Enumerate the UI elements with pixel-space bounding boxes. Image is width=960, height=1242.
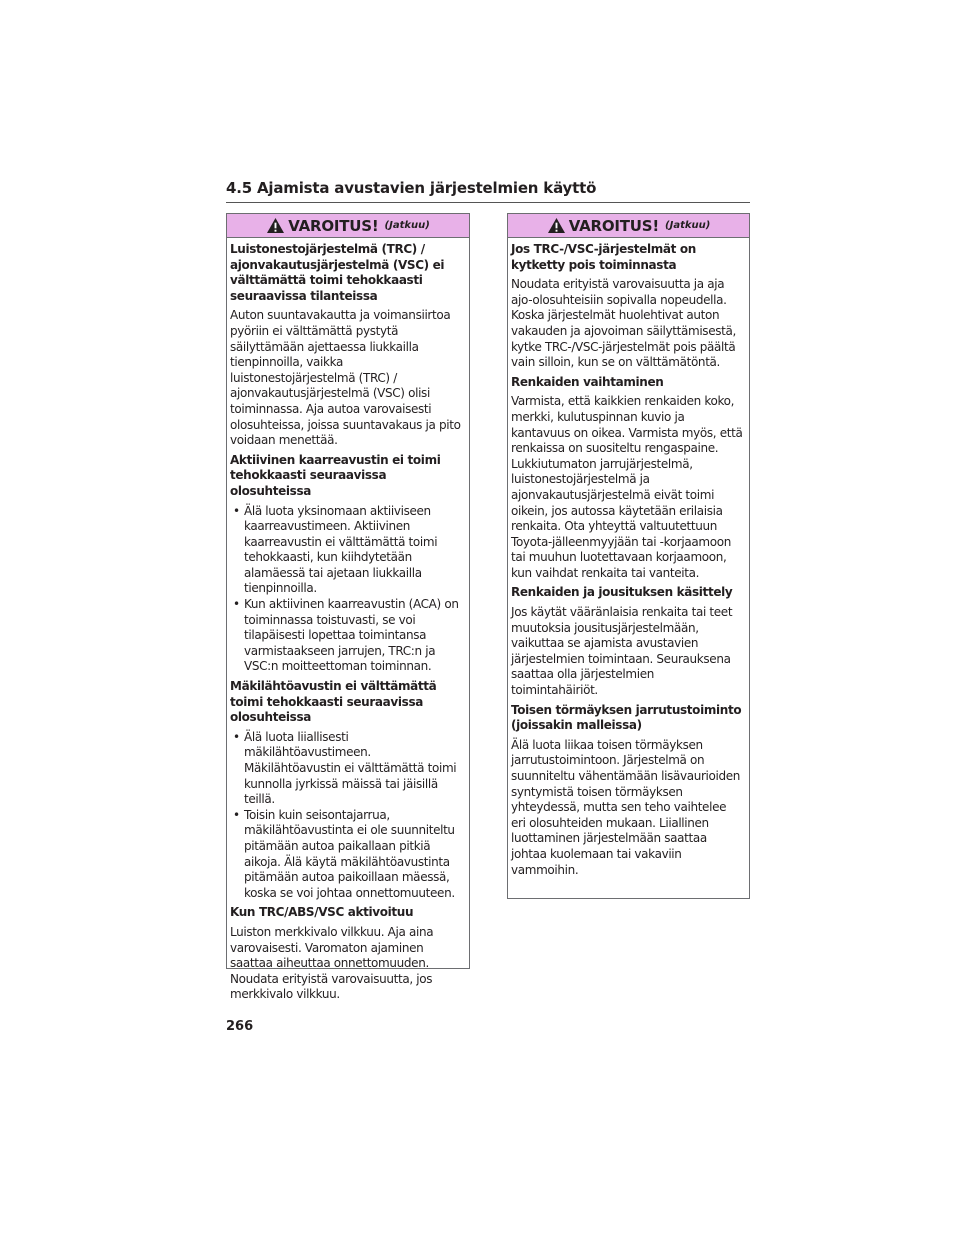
section-heading: Renkaiden vaihtaminen bbox=[511, 374, 664, 389]
page-header: 4.5 Ajamista avustavien järjestelmien käyttö bbox=[226, 179, 750, 203]
section-text: Luiston merkkivalo vilkkuu. Aja aina varovaisesti. Varomaton ajaminen saattaa aiheuttaa onnettomuuden. Noudata erityistä varovaisuutta, jos merkkivalo vilkkuu. bbox=[230, 924, 434, 1002]
warning-body bbox=[227, 238, 469, 1003]
section-heading: Mäkilähtöavustin ei välttämättä toimi tehokkaasti seuraavissa olosuhteissa bbox=[230, 679, 437, 725]
warning-header bbox=[508, 214, 749, 238]
section-heading: Aktiivinen kaarreavustin ei toimi tehokkaasti seuraavissa olosuhteissa bbox=[230, 452, 441, 498]
warning-box-right bbox=[507, 213, 750, 899]
bullet-list bbox=[230, 730, 464, 902]
list-item: • Älä luota yksinomaan aktiiviseen kaarreavustimeen. Aktiivinen kaarreavustin ei välttämättä toimi tehokkaasti, kun kiihdytetään alamäessä tai ajetaan liukkailla tienpinnoilla. bbox=[230, 504, 464, 598]
section-text: Noudata erityistä varovaisuutta ja aja ajo-olosuhteisiin sopivalla nopeudella. Koska järjestelmät huolehtivat auton vakauden ja ajovoiman säilyttämisestä, kytke TRC-/VSC-järjestelmät pois päältä vain silloin, kun se on välttämätöntä. bbox=[511, 277, 736, 370]
section-heading: Renkaiden ja jousituksen käsittely bbox=[511, 585, 733, 600]
section-text: Auton suuntavakautta ja voimansiirtoa pyöriin ei välttämättä pystytä säilyttämään ajettaessa liukkailla tienpinnoilla, vaikka luistonestojärjestelmä (TRC) / ajonvakautusjärjestelmä (VSC) olisi toiminnassa. Aja autoa varovaisesti olosuhteissa, joissa suuntavakaus ja pito voidaan menettää. bbox=[230, 308, 461, 448]
section-heading: Jos TRC-/VSC-järjestelmät on kytketty pois toiminnasta bbox=[511, 242, 696, 272]
section-heading: Kun TRC/ABS/VSC aktivoituu bbox=[230, 905, 414, 920]
warning-triangle-icon bbox=[266, 217, 285, 234]
list-item: • Älä luota liiallisesti mäkilähtöavustimeen. Mäkilähtöavustin ei välttämättä toimi kunnolla jyrkissä mäissä tai jäisillä teillä. bbox=[230, 730, 464, 808]
continued-label: (Jatkuu) bbox=[665, 220, 711, 231]
list-item: • Toisin kuin seisontajarrua, mäkilähtöavustinta ei ole suunniteltu pitämään autoa paikallaan pitkiä aikoja. Älä käytä mäkilähtöavustinta pitämään autoa paikoillaan mäessä, koska se voi johtaa onnettomuuteen. bbox=[230, 808, 464, 902]
section-text: Varmista, että kaikkien renkaiden koko, merkki, kulutuspinnan kuvio ja kantavuus on oikea. Varmista myös, että renkaissa on suositeltu rengaspaine. Lukkiutumaton jarrujärjestelmä, luistonestojärjestelmä ja ajonvakautusjärjestelmä eivät toimi oikein, jos autossa käytetään erilaisia renkaita. Ota yhteyttä valtuutettuun Toyota-jälleenmyyjään tai -korjaamoon tai muuhun luotettavaan korjaamoon, kun vaihdat renkaita tai vanteita. bbox=[511, 394, 743, 580]
section-text: Älä luota liikaa toisen törmäyksen jarrutustoimintoon. Järjestelmä on suunniteltu vähentämään lisävaurioiden syntymistä toisen törmäyksen yhteydessä, mutta sen teho vaihtelee eri olosuhteiden mukaan. Liiallinen luottaminen järjestelmään saattaa johtaa kuolemaan tai vakaviin vammoihin. bbox=[511, 737, 741, 877]
section-heading: Toisen törmäyksen jarrutustoiminto (joissakin malleissa) bbox=[511, 702, 742, 733]
list-item: • Kun aktiivinen kaarreavustin (ACA) on toiminnassa toistuvasti, se voi tilapäisesti lopettaa toimintansa varmistaakseen jarrujen, TRC:n ja VSC:n moitteettoman toiminnan. bbox=[230, 597, 464, 675]
section-text: Jos käytät vääränlaisia renkaita tai teet muutoksia jousitusjärjestelmään, vaikuttaa se ajamista avustavien järjestelmien toimintaan. Seurauksena saattaa olla järjestelmien toimintahäiriöt. bbox=[511, 605, 733, 698]
warning-triangle-icon bbox=[547, 217, 566, 234]
warning-header bbox=[227, 214, 469, 238]
page-number: 266 bbox=[226, 1019, 254, 1034]
warning-title: VAROITUS! bbox=[568, 216, 660, 235]
warning-title: VAROITUS! bbox=[288, 216, 379, 235]
section-heading: Luistonestojärjestelmä (TRC) / ajonvakautusjärjestelmä (VSC) ei välttämättä toimi tehokkaasti seuraavissa tilanteissa bbox=[230, 242, 445, 303]
bullet-list bbox=[230, 504, 464, 676]
continued-label: (Jatkuu) bbox=[384, 220, 430, 231]
warning-body bbox=[508, 238, 749, 878]
warning-box-left bbox=[226, 213, 470, 1002]
